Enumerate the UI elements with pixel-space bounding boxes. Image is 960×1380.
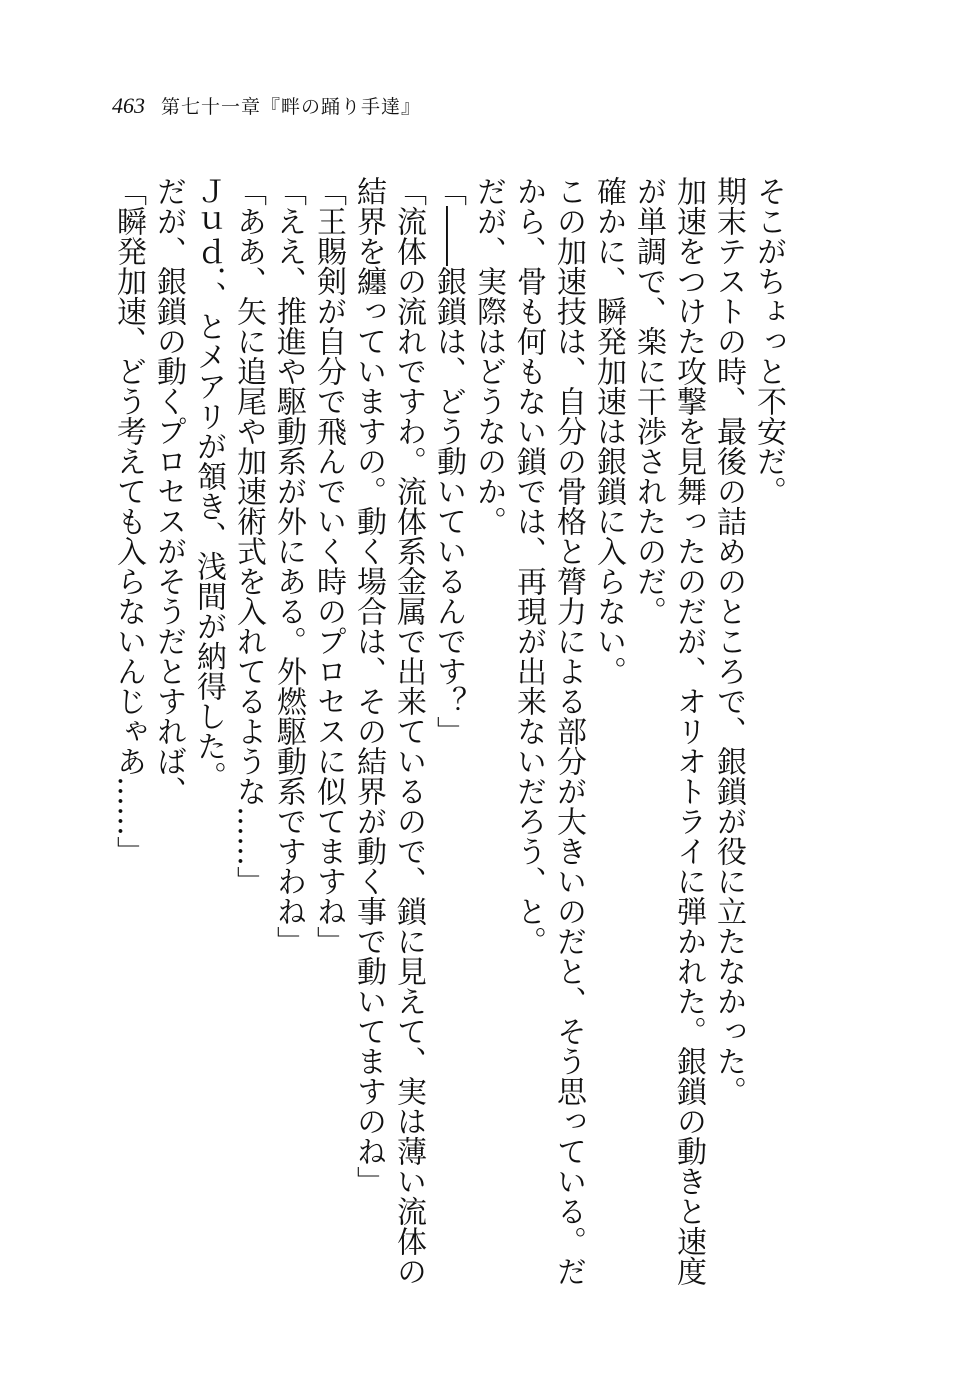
text-line: そこがちょっと不安だ。 (751, 176, 786, 506)
page-header (112, 92, 421, 122)
page-number: 463 (112, 93, 145, 118)
text-line: 「ああ、矢に追尾や加速術式を入れてるような……」 (231, 176, 266, 896)
text-line: 加速をつけた攻撃を見舞ったのだが、オリオトライに弾かれた。銀鎖の動きと速度が単調で、楽に干渉されたのだ。 (631, 176, 706, 1286)
text-line: Ｊｕｄ．、とメアリが頷き、浅間が納得した。 (191, 176, 226, 791)
text-line: 「瞬発加速、どう考えても入らないんじゃあ……」 (111, 176, 146, 866)
text-line: 「王賜剣が自分で飛んでいく時のプロセスに似てますね」 (311, 176, 346, 956)
text-line: 「ええ、推進や駆動系が外にある。外燃駆動系ですわね」 (271, 176, 306, 956)
chapter-title: 第七十一章『畔の踊り手達』 (161, 96, 422, 118)
text-line: 「――銀鎖は、どう動いているんです？」 (431, 176, 466, 746)
text-line: この加速技は、自分の骨格と膂力による部分が大きいのだと、そう思っている。だから、骨も何もない鎖では、再現が出来ないだろう、と。 (511, 176, 586, 1286)
text-line: 期末テストの時、最後の詰めのところで、銀鎖が役に立たなかった。 (711, 176, 746, 1106)
text-line: だが、銀鎖の動くプロセスがそうだとすれば、 (151, 176, 186, 806)
text-line: 確かに、瞬発加速は銀鎖に入らない。 (591, 176, 626, 686)
body-text (108, 176, 788, 1286)
text-line: だが、実際はどうなのか。 (471, 176, 506, 536)
text-line: 「流体の流れですわ。流体系金属で出来ているので、鎖に見えて、実は薄い流体の結界を纏っていますの。動く場合は、その結界が動く事で動いてますのね」 (351, 176, 426, 1286)
